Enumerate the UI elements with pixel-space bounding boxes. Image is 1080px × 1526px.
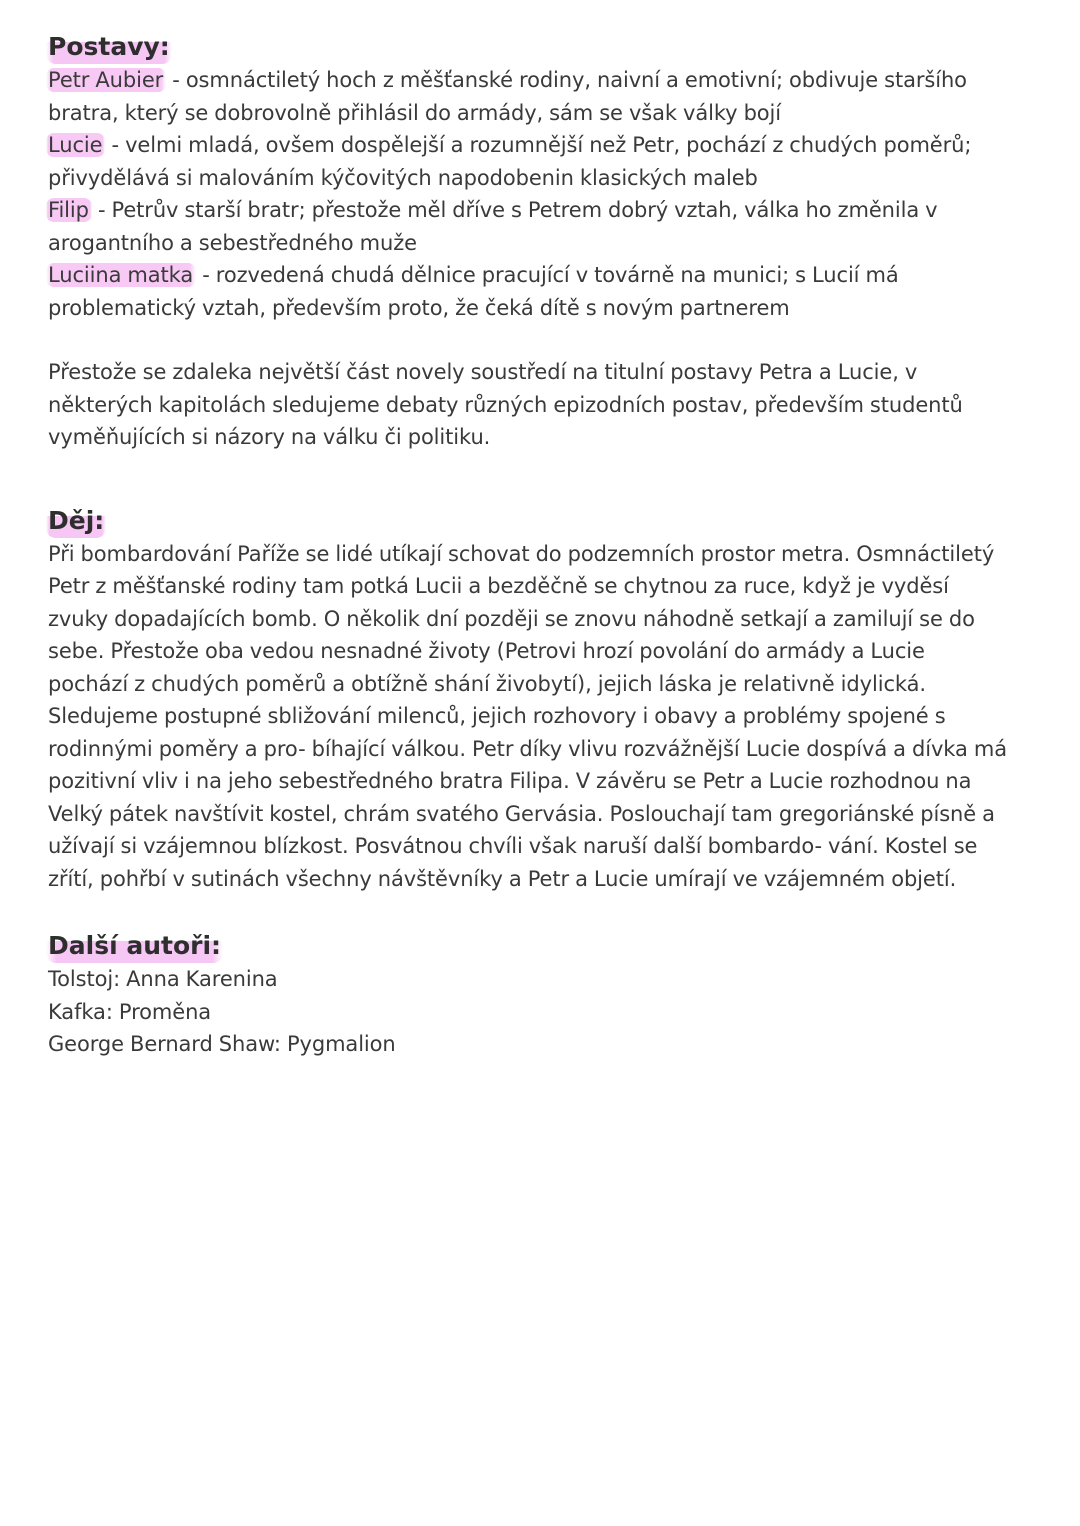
paragraph-line: pozitivní vliv i na jeho sebestředného bratra Filipa. V závěru se Petr a Lucie rozhodnou na xyxy=(48,769,972,793)
paragraph-line: užívají si vzájemnou blízkost. Posvátnou chvíli však naruší další bombardo- vání. Kostel se xyxy=(48,834,978,858)
character-description: velmi mladá, ovšem dospělejší a rozumnější než Petr, pochází z chudých poměrů; xyxy=(125,133,972,157)
author-item: Tolstoj: Anna Karenina xyxy=(48,967,278,991)
separator: - xyxy=(105,133,126,157)
character-line xyxy=(48,259,1040,292)
section-heading-postavy: Postavy: xyxy=(46,30,172,64)
character-line xyxy=(48,194,1040,227)
character-entry xyxy=(48,64,1040,129)
character-description: osmnáctiletý hoch z měšťanské rodiny, naivní a emotivní; obdivuje staršího xyxy=(185,68,967,92)
character-name: Petr Aubier xyxy=(46,68,166,92)
paragraph-line: Přestože se zdaleka největší část novely soustředí na titulní postavy Petra a Lucie, v xyxy=(48,360,918,384)
character-description: rozvedená chudá dělnice pracující v továrně na munici; s Lucií má xyxy=(215,263,899,287)
character-entry xyxy=(48,129,1040,194)
character-entry xyxy=(48,259,1040,324)
section-dej xyxy=(48,504,1040,896)
paragraph-line: Petr z měšťanské rodiny tam potká Lucii a bezděčně se chytnou za ruce, když je vyděsí xyxy=(48,574,949,598)
separator: - xyxy=(91,198,112,222)
character-description-cont: problematický vztah, především proto, že čeká dítě s novým partnerem xyxy=(48,295,790,320)
character-entry xyxy=(48,194,1040,259)
plot-paragraph xyxy=(48,538,1040,896)
author-item: George Bernard Shaw: Pygmalion xyxy=(48,1032,396,1056)
paragraph-line: některých kapitolách sledujeme debaty různých epizodních postav, především studentů xyxy=(48,392,963,417)
paragraph-line: vyměňujících si názory na válku či politiku. xyxy=(48,425,491,449)
author-list xyxy=(48,963,1040,1061)
character-description-cont: arogantního a sebestředného muže xyxy=(48,230,417,255)
paragraph-line: rodinnými poměry a pro- bíhající válkou. Petr díky vlivu rozvážnější Lucie dospívá a dívka má xyxy=(48,736,1007,761)
character-list xyxy=(48,64,1040,324)
section-dalsi-autori xyxy=(48,929,1040,1061)
postavy-paragraph xyxy=(48,356,1040,454)
character-description-cont: bratra, který se dobrovolně přihlásil do armády, sám se však války bojí xyxy=(48,100,782,125)
character-description-cont: přivydělává si malováním kýčovitých napodobenin klasických maleb xyxy=(48,165,758,190)
section-heading-dalsi-autori: Další autoři: xyxy=(46,929,223,963)
character-line xyxy=(48,64,1040,97)
character-description: Petrův starší bratr; přestože měl dříve s Petrem dobrý vztah, válka ho změnila v xyxy=(111,198,938,222)
section-postavy xyxy=(48,30,1040,454)
paragraph-line: zvuky dopadajících bomb. O několik dní později se znovu náhodně setkají a zamilují se do xyxy=(48,606,975,631)
character-name: Lucie xyxy=(46,133,105,157)
paragraph-line: Při bombardování Paříže se lidé utíkají schovat do podzemních prostor metra. Osmnáctiletý xyxy=(48,541,995,566)
section-heading-dej: Děj: xyxy=(46,504,106,538)
paragraph-line: pochází z chudých poměrů a obtížně shání živobytí), jejich láska je relativně idylická. xyxy=(48,671,926,696)
character-name: Luciina matka xyxy=(46,263,196,287)
paragraph-line: Sledujeme postupné sbližování milenců, jejich rozhovory i obavy a problémy spojené s xyxy=(48,704,946,728)
paragraph-line: Velký pátek navštívit kostel, chrám svatého Gervásia. Poslouchají tam gregoriánské písně a xyxy=(48,801,995,826)
author-item: Kafka: Proměna xyxy=(48,999,212,1024)
paragraph-line: sebe. Přestože oba vedou nesnadné životy (Petrovi hrozí povolání do armády a Lucie xyxy=(48,639,925,663)
character-line xyxy=(48,129,1040,162)
separator: - xyxy=(166,68,186,92)
separator: - xyxy=(196,263,216,287)
character-name: Filip xyxy=(46,198,92,222)
paragraph-line: zřítí, pohřbí v sutinách všechny návštěvníky a Petr a Lucie umírají ve vzájemném objetí. xyxy=(48,866,957,891)
